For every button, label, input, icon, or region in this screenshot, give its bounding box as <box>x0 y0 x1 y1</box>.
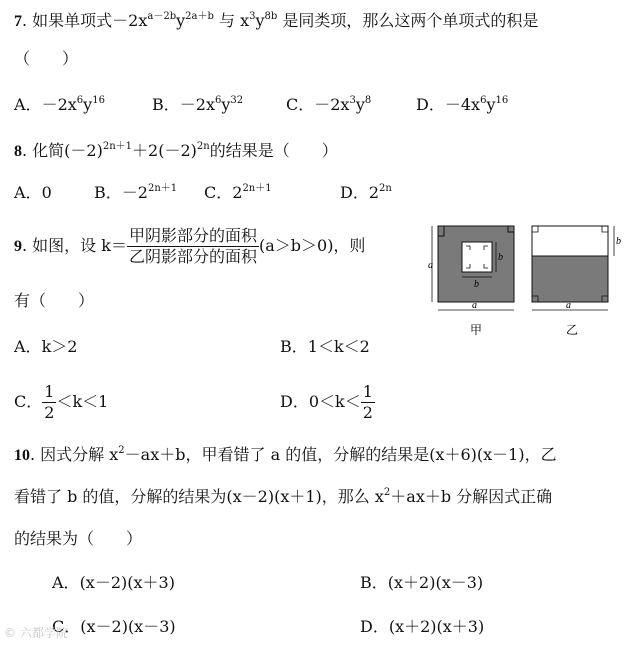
jia-label-b-bottom: b <box>474 279 479 290</box>
q10-option-d[interactable]: D．(x＋2)(x＋3) <box>360 617 485 636</box>
q9-option-b[interactable]: B．1＜k＜2 <box>280 337 370 356</box>
figure-caption-yi: 乙 <box>566 323 579 337</box>
q9-stem: 9. 如图，设 k＝ $\frac{\text{甲阴影部分的面积}}{\text{乙阴影部分的面积}}$ (a＞b＞0)，则 <box>14 226 366 266</box>
q10-option-b[interactable]: B．(x＋2)(x－3) <box>360 573 484 592</box>
q8-option-c[interactable]: C．$2^{2n+1}$ <box>204 183 272 202</box>
q7-stem: 7. 如果单项式$-2x^{a-2b}y^{2a+b}$ 与 $x^3y^{8b}$ 是同类项，那么这两个单项式的积是 <box>14 11 539 30</box>
q8-option-d[interactable]: D．$2^{2n}$ <box>340 183 392 202</box>
jia-label-a-left: a <box>428 260 433 271</box>
q9-option-c[interactable]: C． $\frac{1}{2}$ ＜k＜1 <box>14 382 109 422</box>
figure-jia <box>428 226 514 337</box>
q10-stem-line3: 的结果为（ ） <box>14 529 143 548</box>
q10-stem-line2: 看错了 b 的值，分解的结果为(x－2)(x＋1)，那么 $x^2+ax+b$ 分解因式正确 <box>14 487 553 506</box>
q10-option-c[interactable]: C．(x－2)(x－3) <box>52 617 176 636</box>
q7-answer-blank: （ ） <box>14 49 79 68</box>
q9-number: 9 <box>14 238 22 255</box>
q9-figure <box>428 222 628 342</box>
q10-number: 10 <box>14 447 30 464</box>
q10-stem-line1: 10. 因式分解 $x^2-ax+b$，甲看错了 a 的值，分解的结果是(x＋6)(x－1)，乙 <box>14 445 557 464</box>
watermark: © 六都学院 <box>4 626 68 640</box>
figure-caption-jia: 甲 <box>470 323 483 337</box>
q8-option-b[interactable]: B．$-2^{2n+1}$ <box>94 183 178 202</box>
q9-k-fraction: $\frac{\text{甲阴影部分的面积}}{\text{乙阴影部分的面积}}$ <box>128 226 257 266</box>
q8-option-a[interactable]: A．0 <box>14 183 52 202</box>
q7-number: 7 <box>14 13 22 30</box>
q7-option-d[interactable]: D．$-4x^6y^{16}$ <box>416 95 509 114</box>
jia-label-b-right: b <box>498 252 503 263</box>
yi-label-a: a <box>566 300 571 311</box>
q10-option-a[interactable]: A．(x－2)(x＋3) <box>52 573 175 592</box>
jia-label-a-bottom: a <box>472 300 477 311</box>
yi-shaded-rect <box>532 256 608 302</box>
q7-option-b[interactable]: B．$-2x^6y^{32}$ <box>152 95 244 114</box>
q8-stem: 8. 化简$(-2)^{2n+1}+2(-2)^{2n}$的结果是（ ） <box>14 141 338 160</box>
figure-yi <box>532 226 621 337</box>
q9-stem-cont: 有（ ） <box>14 291 95 310</box>
q7-option-c[interactable]: C．$-2x^3y^8$ <box>286 95 372 114</box>
yi-label-b: b <box>616 236 621 247</box>
jia-small-square <box>462 242 492 272</box>
q8-number: 8 <box>14 143 22 160</box>
q7-option-a[interactable]: A．$-2x^6y^{16}$ <box>14 95 105 114</box>
q9-option-a[interactable]: A．k＞2 <box>14 337 78 356</box>
q9-option-d[interactable]: D．0＜k＜ $\frac{1}{2}$ <box>280 382 373 422</box>
